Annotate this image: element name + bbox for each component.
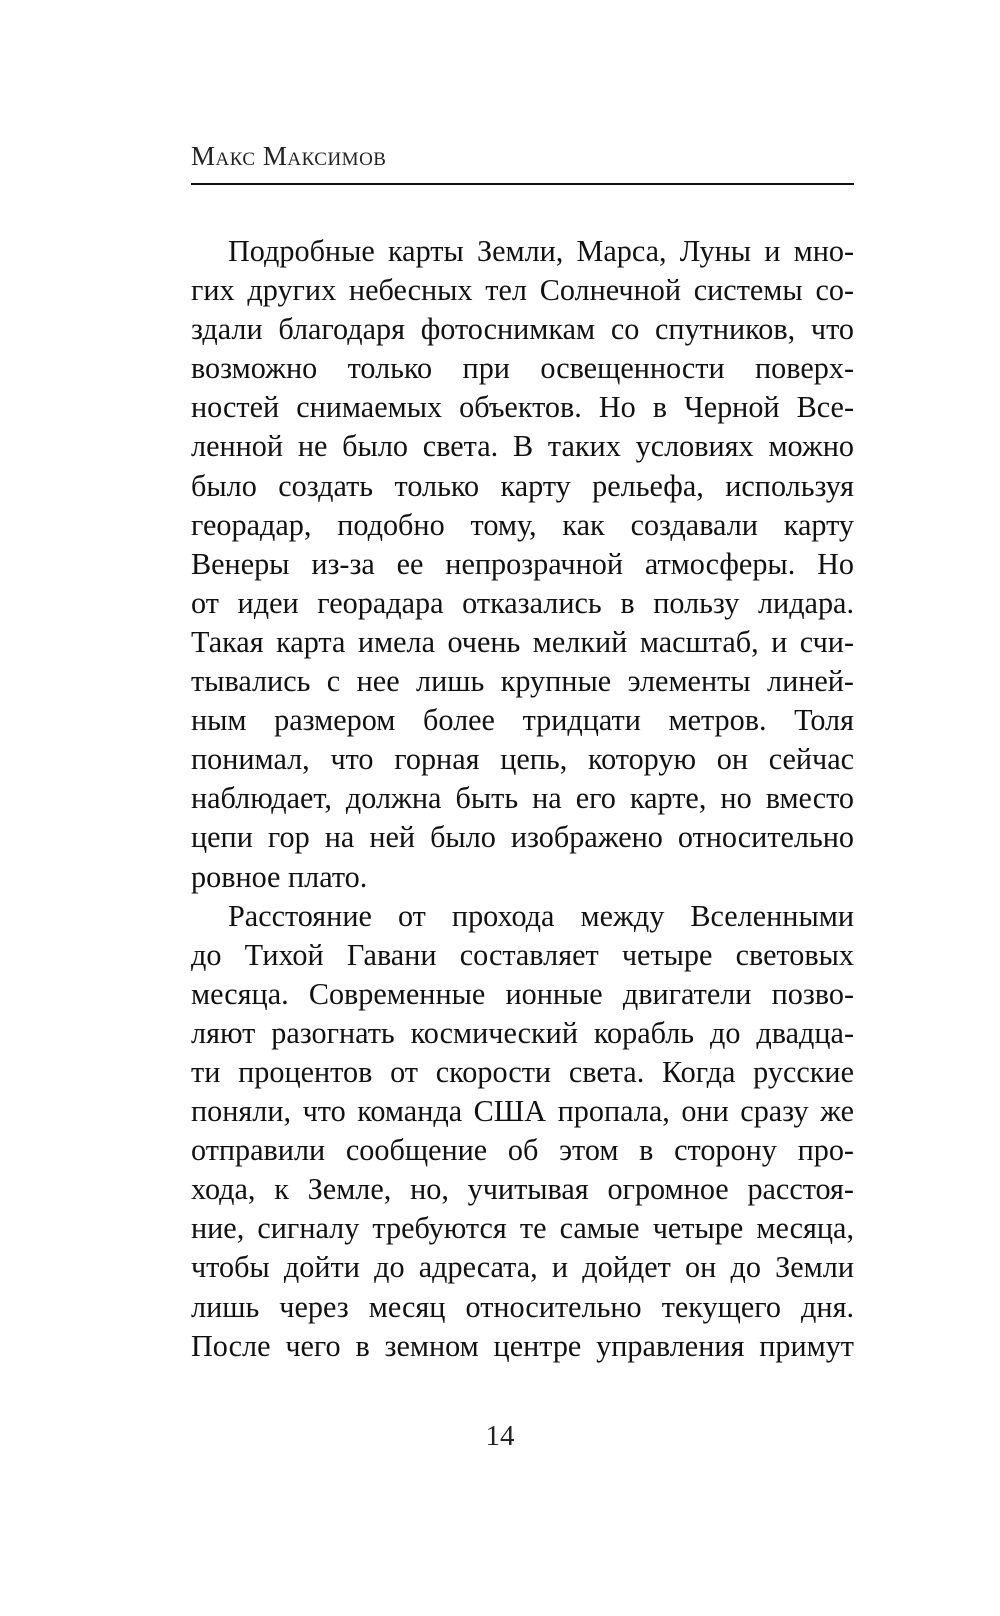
text-line: Подробные карты Земли, Марса, Луны и мно- (228, 234, 854, 268)
text-line: хода, к Земле, но, учитывая огромное расстоя- (191, 1172, 854, 1207)
text-line: было создать только карту рельефа, используя (191, 468, 854, 503)
running-title: Макс Максимов (191, 141, 387, 171)
text-line: ти процентов от скорости света. Когда русские (191, 1054, 854, 1089)
header-rule (191, 183, 854, 185)
text-line: наблюдает, должна быть на его карте, но вместо (191, 781, 854, 816)
text-line: георадар, подобно тому, как создавали карту (191, 507, 854, 542)
text-line: ленной не было света. В таких условиях можно (191, 429, 854, 464)
text-line: возможно только при освещенности поверх- (191, 351, 854, 386)
text-line: Расстояние от прохода между Вселенными (228, 898, 854, 933)
text-line: Венеры из-за ее непрозрачной атмосферы. Но (191, 546, 854, 581)
text-line: ние, сигналу требуются те самые четыре месяца, (191, 1211, 854, 1246)
text-line: отправили сообщение об этом в сторону про- (191, 1133, 854, 1168)
page-number: 14 (485, 1420, 515, 1452)
text-line: Такая карта имела очень мелкий масштаб, и счи- (191, 624, 854, 659)
text-line: здали благодаря фотоснимкам со спутников, что (191, 312, 854, 347)
text-line: месяца. Современные ионные двигатели позво- (191, 976, 854, 1011)
text-line: понимал, что горная цепь, которую он сейчас (191, 742, 854, 777)
text-line: тывались с нее лишь крупные элементы линей- (191, 664, 854, 699)
text-line: ляют разогнать космический корабль до двадца- (191, 1015, 854, 1050)
text-line: чтобы дойти до адресата, и дойдет он до Земли (191, 1250, 854, 1285)
text-line: от идеи георадара отказались в пользу лидара. (191, 585, 854, 620)
text-line: цепи гор на ней было изображено относительно (191, 820, 854, 855)
text-line: лишь через месяц относительно текущего дня. (191, 1289, 854, 1324)
paragraph-2 (191, 897, 854, 1366)
text-line: ровное плато. (191, 859, 368, 894)
text-line: поняли, что команда США пропала, они сразу же (191, 1094, 854, 1129)
text-line: ным размером более тридцати метров. Толя (191, 703, 854, 738)
text-line: до Тихой Гавани составляет четыре световых (191, 937, 854, 972)
body-text (191, 232, 854, 1366)
text-line: гих других небесных тел Солнечной системы со- (191, 273, 854, 308)
text-line: После чего в земном центре управления примут (191, 1328, 854, 1363)
text-line: ностей снимаемых объектов. Но в Черной Все- (191, 390, 854, 425)
paragraph-1 (191, 232, 854, 897)
